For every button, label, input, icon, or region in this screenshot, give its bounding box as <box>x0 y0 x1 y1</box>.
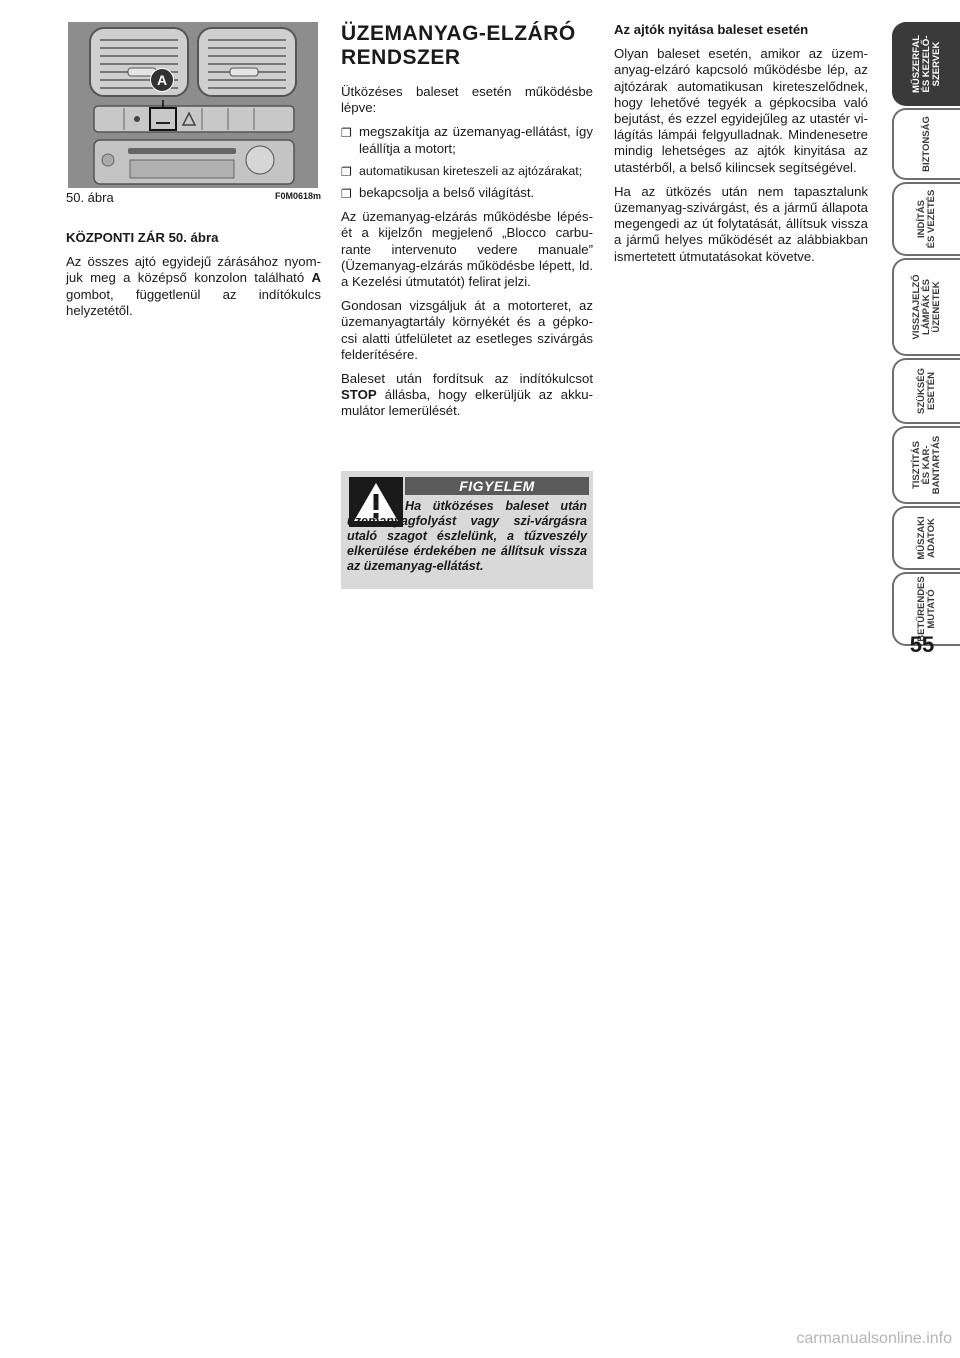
tab-warning-lights[interactable] <box>892 258 960 356</box>
tab-label: SZÜKSÉG ESETÉN <box>916 368 937 414</box>
page-number: 55 <box>909 632 935 657</box>
doors-heading: Az ajtók nyitása baleset esetén <box>614 22 809 37</box>
paragraph-text: Baleset után fordítsuk az indítókulcsot <box>341 371 593 387</box>
tab-technical-data[interactable] <box>892 506 960 570</box>
paragraph-text: gombot, függetlenül az indítókulcs helyzetétől. <box>66 286 321 318</box>
section-title: ÜZEMANYAG-ELZÁRÓ RENDSZER <box>341 22 576 69</box>
intro-paragraph: Ütközéses baleset esetén működésbe lépve: <box>341 84 593 116</box>
warning-box <box>341 471 593 589</box>
tab-maintenance[interactable] <box>892 426 960 504</box>
figure-code: F0M0618m <box>274 191 321 201</box>
ignition-paragraph <box>341 371 593 420</box>
list-item-text: bekapcsolja a belső világítást. <box>359 185 535 201</box>
tab-safety[interactable] <box>892 108 960 180</box>
checkbox-bullet-icon: ❐ <box>341 187 352 202</box>
console-illustration <box>68 22 318 188</box>
doors-paragraph-2: Ha az ütközés után nem tapasztalunk üzemanyag-szivárgást, és a jármű állapota megengedi az út folytatását, állítsuk vissza a jármű helyes működését az alábbiakban ismertetett útmutatásokat követve. <box>614 183 868 264</box>
column-left <box>66 230 321 327</box>
watermark: carmanualsonline.info <box>796 1330 952 1347</box>
tab-dashboard-controls[interactable] <box>892 22 960 106</box>
central-lock-heading: KÖZPONTI ZÁR 50. ábra <box>66 230 219 245</box>
list-item-text: megszakítja az üzemanyag-ellátást, így leállítja a motort; <box>359 124 593 156</box>
display-message-paragraph: Az üzemanyag-elzárás működésbe lépés-ét a kijelzőn megjelenő „Blocco carbu-rante intervenuto vedere manuale” (Üzemanyag-elzárás működésbe lépett, ld. a Kezelési útmutatót) felirat jelzi. <box>341 209 593 290</box>
tab-label: MŰSZAKI ADATOK <box>916 516 937 560</box>
column-right <box>614 22 868 273</box>
warning-text: Ha ütközéses baleset után üzemanyagfolyást vagy szi-várgásra utaló szagot észlelünk, a tűzveszély elkerülése érdekében ne állítsuk vissza az üzemanyag-ellátást. <box>347 499 587 573</box>
list-item <box>341 185 593 201</box>
button-reference: A <box>311 270 321 286</box>
tab-label: BIZTONSÁG <box>921 116 932 172</box>
paragraph-text: Az összes ajtó egyidejű zárásához nyom-juk meg a középső konzolon található <box>66 254 321 286</box>
figure-number: 50. ábra <box>66 190 114 205</box>
list-item <box>341 124 593 156</box>
callout-marker-a <box>150 68 174 92</box>
inspection-paragraph: Gondosan vizsgáljuk át a motorteret, az üzemanyagtartály környékét és a gépko-csi alatti útfelületet az esetleges szivárgás felderítésére. <box>341 298 593 362</box>
tab-label: VISSZAJELZŐ LÁMPÁK ÉS ÜZENETEK <box>911 274 942 340</box>
column-middle <box>341 22 593 428</box>
tab-label: MŰSZERFAL ÉS KEZELŐ- SZERVEK <box>911 34 942 94</box>
tab-label: INDÍTÁS ÉS VEZETÉS <box>916 189 937 249</box>
warning-title: FIGYELEM <box>405 477 589 495</box>
stop-keyword: STOP <box>341 387 377 403</box>
doors-paragraph-1: Olyan baleset esetén, amikor az üzem-anyag-elzáró kapcsoló működésbe lép, az ajtózárak automatikusan kireteszelődnek, hogy lehetővé tegyék a gépkocsiba való bejutást, és ezzel egyidejűleg az utastér vi-lágítás lámpái felgyulladnak. Mindenesetre mindig lehetséges az ajtók kinyitása az utastérből, a belső kilincsek segítségével. <box>614 46 868 175</box>
tab-starting-driving[interactable] <box>892 182 960 256</box>
central-lock-paragraph <box>66 254 321 319</box>
checkbox-bullet-icon: ❐ <box>341 126 352 141</box>
callout-label: A <box>156 72 168 88</box>
tab-emergency[interactable] <box>892 358 960 424</box>
paragraph-text: állásba, hogy elkerüljük az akku-mulátor lemerülését. <box>341 387 593 419</box>
list-item <box>341 163 593 179</box>
checkbox-bullet-icon: ❐ <box>341 164 352 179</box>
list-item-text: automatikusan kireteszeli az ajtózárakat; <box>359 163 583 178</box>
figure-caption <box>66 190 321 206</box>
tab-label: TISZTÍTÁS ÉS KAR- BANTARTÁS <box>911 435 942 495</box>
center-console-figure <box>68 22 318 188</box>
tab-label: BETŰRENDES MUTATÓ <box>916 576 937 642</box>
